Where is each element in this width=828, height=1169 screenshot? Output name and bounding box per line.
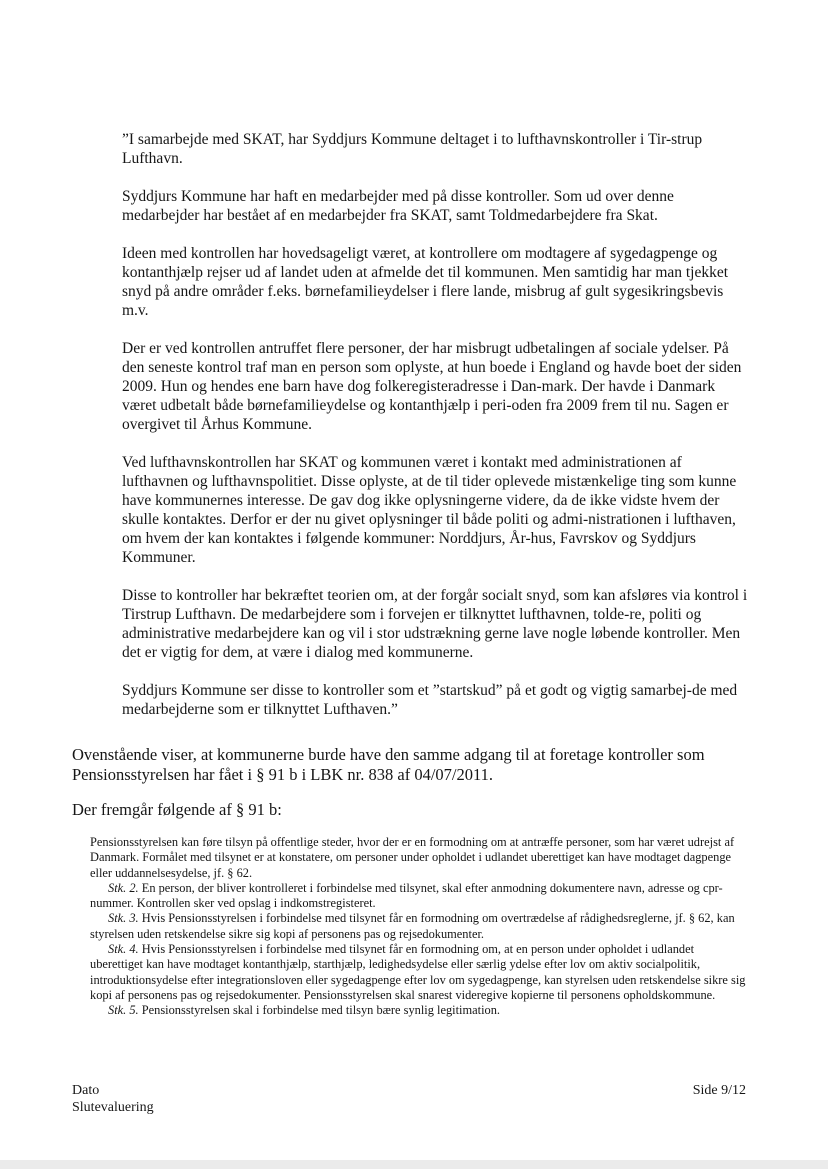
body-paragraph-1: Ovenstående viser, at kommunerne burde have den samme adgang til at foretage kontroller som Pensionsstyrelsen har fået i § 91 b i LBK nr. 838 af 04/07/2011. bbox=[72, 745, 705, 784]
footer-date-label: Dato bbox=[72, 1083, 100, 1098]
stk-5-label: Stk. 5. bbox=[108, 1003, 139, 1018]
quote-paragraph-5: Ved lufthavnskontrollen har SKAT og kommunen været i kontakt med administrationen af lufthavnen og lufthavnspolitiet. Disse oplyste, at de til tider oplevede mistænkelige ting som kunne have kommunernes interesse. De gav dog ikke oplysningerne videre, da de ikke vidste hvem der skulle kontaktes. Derfor er der nu givet oplysninger til både politi og admi-nistrationen i lufthaven, om hvem der kan kontaktes i følgende kommuner: Norddjurs, År-hus, Favrskov og Syddjurs Kommuner. bbox=[122, 454, 737, 566]
quote-paragraph-2: Syddjurs Kommune har haft en medarbejder med på disse kontroller. Som ud over denne medarbejder har bestået af en medarbejder fra SKAT, samt Toldmedarbejdere fra Skat. bbox=[122, 188, 674, 224]
quote-block bbox=[122, 130, 748, 719]
quote-paragraph-7: Syddjurs Kommune ser disse to kontroller som et ”startskud” på et godt og vigtig samarbej-de med medarbejderne som er tilknyttet Lufthaven.” bbox=[122, 682, 738, 718]
body-paragraph-access bbox=[72, 745, 752, 785]
stk-4-label: Stk. 4. bbox=[108, 942, 139, 957]
law-stk-4 bbox=[90, 942, 750, 1003]
stk-4-text: Hvis Pensionsstyrelsen i forbindelse med tilsynet får en formodning om, at en person under opholdet i udlandet uberettiget kan have modtaget kontanthjælp, starthjælp, ledighedsydelse eller særlig ydelse efter lov om aktiv socialpolitik, introduktionsydelse efter integrationsloven eller sygedagpenge efter lov om sygedagpenge, kan styrelsen uden retskendelse sikre sig kopi af personens pas og rejsedokumenter. Pensionsstyrelsen skal snarest videregive kopierne til personens opholdskommune. bbox=[90, 942, 746, 1002]
law-stk-3 bbox=[90, 911, 750, 942]
law-excerpt bbox=[90, 835, 750, 1019]
stk-3-label: Stk. 3. bbox=[108, 911, 139, 926]
stk-2-text: En person, der bliver kontrolleret i forbindelse med tilsynet, skal efter anmodning dokumentere navn, adresse og cpr-nummer. Kontrollen sker ved opslag i indkomstregisteret. bbox=[90, 880, 723, 911]
stk-2-label: Stk. 2. bbox=[108, 880, 139, 895]
quote-paragraph-4: Der er ved kontrollen antruffet flere personer, der har misbrugt udbetalingen af sociale ydelser. På den seneste kontrol traf man en person som oplyste, at hun boede i England og havde boet der siden 2009. Hun og hendes ene barn have dog folkeregisteradresse i Dan-mark. Der havde i Danmark været udbetalt både børnefamilieydelse og kontanthjælp i peri-oden fra 2009 frem til nu. Sagen er overgivet til Århus Kommune. bbox=[122, 340, 742, 433]
footer-right bbox=[693, 1082, 746, 1099]
scan-bottom-edge bbox=[0, 1160, 828, 1169]
stk-5-text: Pensionsstyrelsen skal i forbindelse med tilsyn bære synlig legitimation. bbox=[141, 1003, 501, 1018]
body-paragraph-intro bbox=[72, 800, 752, 820]
quote-paragraph-1: ”I samarbejde med SKAT, har Syddjurs Kommune deltaget i to lufthavnskontroller i Tir-strup Lufthavn. bbox=[122, 131, 703, 167]
quote-paragraph-3: Ideen med kontrollen har hovedsageligt været, at kontrollere om modtagere af sygedagpenge og kontanthjælp rejser ud af landet uden at afmelde det til kommunen. Men samtidig har man tjekket snyd på andre områder f.eks. børnefamilieydelser i flere lande, misbrug af gult sygesikringsbevis m.v. bbox=[122, 245, 729, 319]
law-intro: Pensionsstyrelsen kan føre tilsyn på offentlige steder, hvor der er en formodning om at antræffe personer, som har været udrejst af Danmark. Formålet med tilsynet er at konstatere, om personer under opholdet i udlandet uberettiget kan have modtaget dagpenge eller uddannelsesydelse, jf. § 62. bbox=[90, 835, 735, 880]
law-stk-5 bbox=[90, 1003, 750, 1018]
footer-left bbox=[72, 1082, 154, 1116]
footer-page-number: Side 9/12 bbox=[692, 1083, 746, 1098]
footer-document-name: Slutevaluering bbox=[72, 1100, 154, 1115]
body-paragraph-2: Der fremgår følgende af § 91 b: bbox=[72, 800, 282, 819]
law-stk-2 bbox=[90, 881, 750, 912]
quote-paragraph-6: Disse to kontroller har bekræftet teorien om, at der forgår socialt snyd, som kan afsløres via kontrol i Tirstrup Lufthavn. De medarbejdere som i forvejen er tilknyttet lufthavnen, tolde-re, politi og administrative medarbejdere kan og vil i stor udstrækning gerne lave nogle løbende kontroller. Men det er vigtig for dem, at være i dialog med kommunerne. bbox=[122, 587, 748, 661]
stk-3-text: Hvis Pensionsstyrelsen i forbindelse med tilsynet får en formodning om overtrædelse af rådighedsreglerne, jf. § 62, kan styrelsen uden retskendelse sikre sig kopi af personens pas og rejsedokumenter. bbox=[90, 911, 735, 941]
